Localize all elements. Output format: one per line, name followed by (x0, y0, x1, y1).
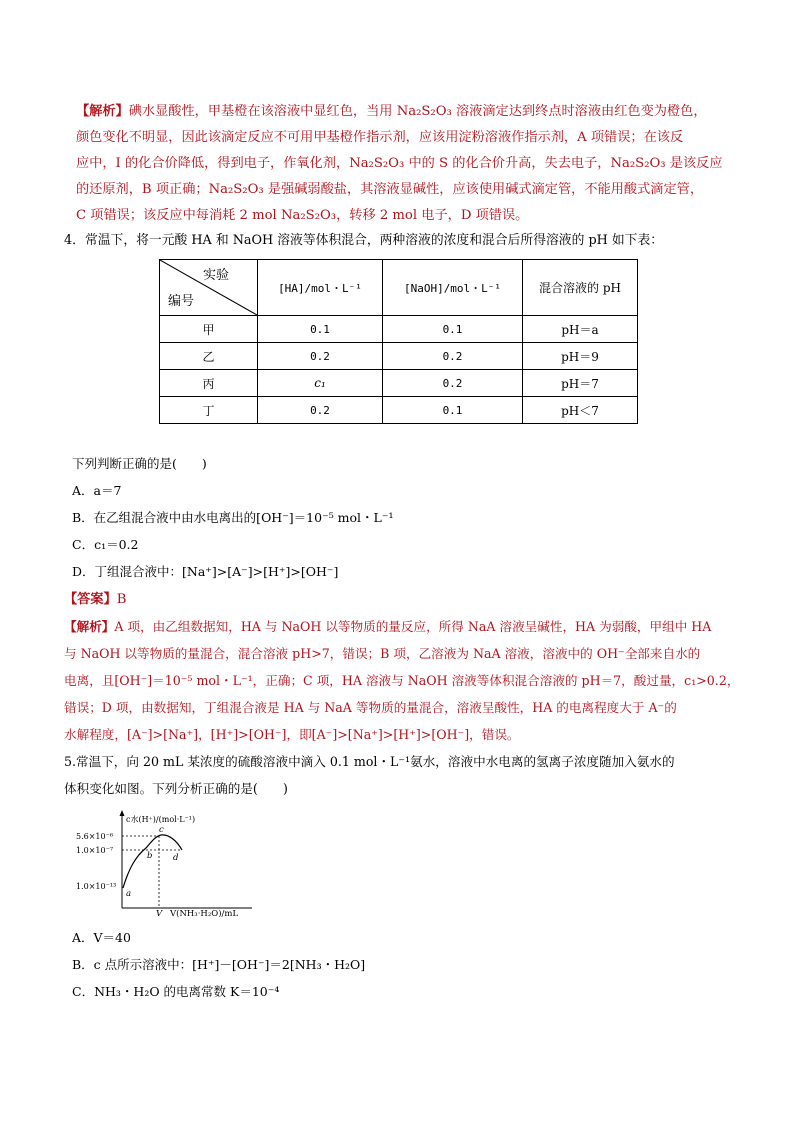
q4-analysis-line-5: 水解程度，[A⁻]>[Na⁺]，[H⁺]>[OH⁻]，即[A⁻]>[Na⁺]>[H⁺]>[OH⁻]，错误。 (64, 727, 520, 742)
q5-stem-line-1: 5.常温下，向 20 mL 某浓度的硫酸溶液中滴入 0.1 mol・L⁻¹氨水，溶液中水电离的氢离子浓度随加入氨水的 (64, 754, 675, 769)
table-row: 甲 0.1 0.1 pH＝a (160, 316, 638, 343)
y-axis-label: c水(H⁺)/(mol·L⁻¹) (126, 815, 196, 824)
q4-option-a: A．a＝7 (72, 483, 122, 498)
q4-analysis-line-2: 与 NaOH 以等物质的量混合，混合溶液 pH>7，错误；B 项，乙溶液为 NaA 溶液，溶液中的 OH⁻全部来自水的 (64, 646, 701, 661)
q4-answer (64, 590, 126, 610)
table-row: 丙 c₁ 0.2 pH＝7 (160, 370, 638, 397)
y-tick-label: 1.0×10⁻¹³ (76, 882, 117, 891)
y-tick-label: 1.0×10⁻⁷ (76, 846, 114, 855)
table-header-naoh: [NaOH]/mol・L⁻¹ (383, 260, 523, 316)
table-row: 乙 0.2 0.2 pH＝9 (160, 343, 638, 370)
point-label-a: a (126, 889, 132, 899)
table-row: 丁 0.2 0.1 pH＜7 (160, 397, 638, 424)
point-label-d: d (173, 853, 179, 863)
q5-option-c: C．NH₃・H₂O 的电离常数 K＝10⁻⁴ (72, 984, 280, 999)
analysis1-tag: 【解析】 (76, 104, 129, 119)
q4-analysis-line-4: 错误；D 项，由数据知，丁组混合液是 HA 与 NaA 等物质的量混合，溶液呈酸性，HA 的电离程度大于 A⁻的 (64, 700, 677, 715)
answer-tag: 【答案】 (64, 592, 117, 607)
table-diagonal-header (160, 260, 258, 316)
q4-option-d: D．丁组混合液中：[Na⁺]>[A⁻]>[H⁺]>[OH⁻] (72, 564, 339, 579)
diag-top-label: 实验 (202, 268, 229, 283)
y-axis-arrow (120, 810, 125, 816)
q4-data-table (159, 259, 638, 424)
diag-bottom-label: 编号 (168, 294, 195, 309)
analysis1-line-2: 颜色变化不明显，因此该滴定反应不可用甲基橙作指示剂，应该用淀粉溶液作指示剂，A 项错误；在该反 (76, 130, 684, 145)
q4-analysis-line-3: 电离，且[OH⁻]＝10⁻⁵ mol・L⁻¹，正确；C 项，HA 溶液与 NaOH 溶液等体积混合溶液的 pH＝7，酸过量，c₁>0.2， (64, 673, 740, 688)
q4-option-c: C．c₁＝0.2 (72, 537, 139, 552)
q4-option-b: B．在乙组混合液中由水电离出的[OH⁻]＝10⁻⁵ mol・L⁻¹ (72, 510, 394, 525)
q5-option-a: A．V＝40 (72, 930, 131, 945)
q4-prompt: 下列判断正确的是( ) (72, 456, 207, 471)
analysis1-line-3: 应中，I 的化合价降低，得到电子，作氧化剂，Na₂S₂O₃ 中的 S 的化合价升高，失去电子，Na₂S₂O₃ 是该反应 (76, 156, 723, 171)
analysis1-line-5: C 项错误；该反应中每消耗 2 mol Na₂S₂O₃，转移 2 mol 电子，D 项错误。 (76, 208, 529, 223)
table-header-ph: 混合溶液的 pH (523, 260, 638, 316)
q4-analysis-line-1: 【解析】A 项，由乙组数据知，HA 与 NaOH 以等物质的量反应，所得 NaA 溶液呈碱性，HA 为弱酸，甲组中 HA (64, 619, 712, 634)
analysis1-line-4: 的还原剂，B 项正确；Na₂S₂O₃ 是强碱弱酸盐，其溶液显碱性，应该使用碱式滴定管，不能用酸式滴定管， (76, 182, 704, 197)
q4-stem: 4．常温下，将一元酸 HA 和 NaOH 溶液等体积混合，两种溶液的浓度和混合后所得溶液的 pH 如下表： (64, 233, 664, 248)
x-axis-label: V(NH₃·H₂O)/mL (170, 909, 239, 919)
analysis1-line-1: 【解析】碘水显酸性，甲基橙在该溶液中显红色，当用 Na₂S₂O₃ 溶液滴定达到终点时溶液由红色变为橙色， (76, 104, 707, 119)
y-tick-label: 5.6×10⁻⁶ (76, 832, 114, 841)
q5-option-b: B．c 点所示溶液中：[H⁺]－[OH⁻]＝2[NH₃・H₂O] (72, 957, 366, 972)
table-header-ha: [HA]/mol・L⁻¹ (258, 260, 383, 316)
q5-stem-line-2: 体积变化如图。下列分析正确的是( ) (64, 781, 288, 796)
point-label-b: b (147, 851, 153, 861)
answer-value: B (116, 592, 127, 607)
q5-graph (74, 808, 274, 920)
x-tick-label: V (156, 909, 163, 919)
point-label-c: c (159, 825, 164, 835)
